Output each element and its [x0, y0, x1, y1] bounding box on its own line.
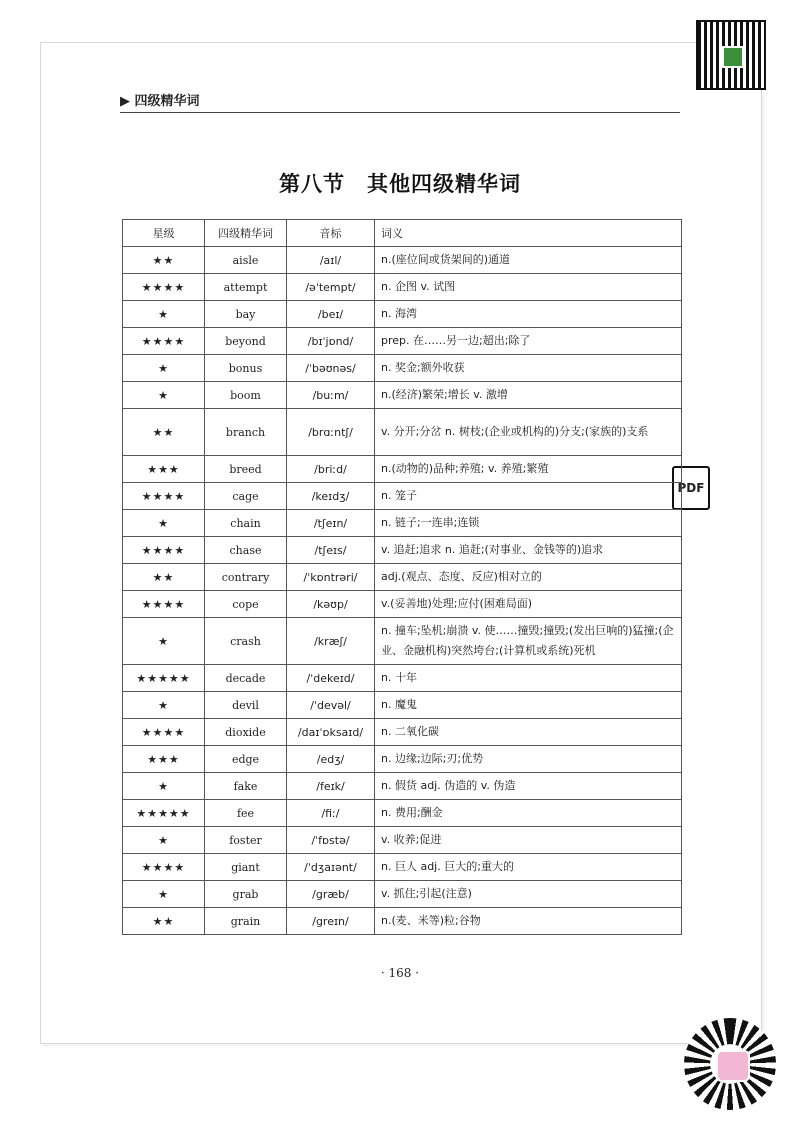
phonetic-transcription: /fiː/: [287, 800, 375, 827]
table-row: [123, 827, 682, 854]
star-rating: ★★★★: [123, 328, 205, 355]
column-header-stars: 星级: [123, 220, 205, 247]
table-row: [123, 537, 682, 564]
phonetic-transcription: /keɪdʒ/: [287, 483, 375, 510]
phonetic-transcription: /əˈtempt/: [287, 274, 375, 301]
word-meaning: n.(座位间或货架间的)通道: [375, 247, 682, 274]
word-meaning: n. 撞车;坠机;崩溃 v. 使……撞毁;撞毁;(发出巨响的)猛撞;(企业、金融机构)突然垮台;(计算机或系统)死机: [375, 618, 682, 665]
vocab-word: decade: [205, 665, 287, 692]
word-meaning: adj.(观点、态度、反应)相对立的: [375, 564, 682, 591]
table-row: [123, 665, 682, 692]
table-row: [123, 854, 682, 881]
word-meaning: v. 分开;分岔 n. 树枝;(企业或机构的)分支;(家族的)支系: [375, 409, 682, 456]
table-row: [123, 908, 682, 935]
table-row: [123, 328, 682, 355]
table-row: [123, 773, 682, 800]
word-meaning: n. 链子;一连串;连锁: [375, 510, 682, 537]
page-title: 第八节 其他四级精华词: [279, 172, 521, 196]
vocab-word: beyond: [205, 328, 287, 355]
vocab-word: boom: [205, 382, 287, 409]
qr-code-icon: [696, 20, 766, 90]
table-row: [123, 510, 682, 537]
star-rating: ★: [123, 510, 205, 537]
star-rating: ★★★★★: [123, 800, 205, 827]
table-row: [123, 483, 682, 510]
table-row: [123, 355, 682, 382]
vocab-table-body: [123, 247, 682, 935]
phonetic-transcription: /græb/: [287, 881, 375, 908]
word-meaning: v. 抓住;引起(注意): [375, 881, 682, 908]
phonetic-transcription: /bɪˈjɒnd/: [287, 328, 375, 355]
phonetic-transcription: /ˈdekeɪd/: [287, 665, 375, 692]
word-meaning: n.(麦、米等)粒;谷物: [375, 908, 682, 935]
phonetic-transcription: /greɪn/: [287, 908, 375, 935]
phonetic-transcription: /edʒ/: [287, 746, 375, 773]
word-meaning: n. 笼子: [375, 483, 682, 510]
vocab-word: cope: [205, 591, 287, 618]
star-rating: ★★★★: [123, 274, 205, 301]
word-meaning: v.(妥善地)处理;应付(困难局面): [375, 591, 682, 618]
vocab-word: cage: [205, 483, 287, 510]
column-header-ipa: 音标: [287, 220, 375, 247]
star-rating: ★★★★: [123, 854, 205, 881]
table-row: [123, 692, 682, 719]
vocab-word: chase: [205, 537, 287, 564]
phonetic-transcription: /ˈbəʊnəs/: [287, 355, 375, 382]
word-meaning: v. 收养;促进: [375, 827, 682, 854]
vocab-word: devil: [205, 692, 287, 719]
star-rating: ★: [123, 382, 205, 409]
column-header-meaning: 词义: [375, 220, 682, 247]
phonetic-transcription: /ˈdevəl/: [287, 692, 375, 719]
word-meaning: n. 海湾: [375, 301, 682, 328]
star-rating: ★★★★: [123, 483, 205, 510]
phonetic-transcription: /beɪ/: [287, 301, 375, 328]
word-meaning: n.(动物的)品种;养殖; v. 养殖;繁殖: [375, 456, 682, 483]
star-rating: ★★: [123, 564, 205, 591]
word-meaning: prep. 在……另一边;超出;除了: [375, 328, 682, 355]
star-rating: ★: [123, 618, 205, 665]
star-rating: ★★: [123, 908, 205, 935]
word-meaning: n. 假货 adj. 伪造的 v. 伪造: [375, 773, 682, 800]
table-row: [123, 564, 682, 591]
phonetic-transcription: /aɪl/: [287, 247, 375, 274]
phonetic-transcription: /tʃeɪs/: [287, 537, 375, 564]
word-meaning: n. 巨人 adj. 巨大的;重大的: [375, 854, 682, 881]
vocab-word: crash: [205, 618, 287, 665]
table-row: [123, 301, 682, 328]
vocab-word: attempt: [205, 274, 287, 301]
vocab-word: bay: [205, 301, 287, 328]
pdf-icon[interactable]: PDF: [672, 466, 710, 510]
phonetic-transcription: /ˈfɒstə/: [287, 827, 375, 854]
vocab-word: contrary: [205, 564, 287, 591]
table-row: [123, 456, 682, 483]
vocab-word: fee: [205, 800, 287, 827]
phonetic-transcription: /feɪk/: [287, 773, 375, 800]
vocab-word: aisle: [205, 247, 287, 274]
vocab-word: giant: [205, 854, 287, 881]
vocab-word: edge: [205, 746, 287, 773]
star-rating: ★★: [123, 409, 205, 456]
phonetic-transcription: /ˈdʒaɪənt/: [287, 854, 375, 881]
star-rating: ★: [123, 301, 205, 328]
vocab-word: bonus: [205, 355, 287, 382]
word-meaning: v. 追赶;追求 n. 追赶;(对事业、金钱等的)追求: [375, 537, 682, 564]
star-rating: ★★★★: [123, 591, 205, 618]
table-header-row: [123, 220, 682, 247]
vocab-table: [122, 219, 682, 935]
header-divider: [120, 112, 680, 113]
table-row: [123, 247, 682, 274]
star-rating: ★: [123, 773, 205, 800]
table-row: [123, 800, 682, 827]
vocab-word: dioxide: [205, 719, 287, 746]
section-header: ▶ 四级精华词: [120, 94, 200, 109]
word-meaning: n. 魔鬼: [375, 692, 682, 719]
table-row: [123, 382, 682, 409]
phonetic-transcription: /briːd/: [287, 456, 375, 483]
star-rating: ★: [123, 827, 205, 854]
table-row: [123, 746, 682, 773]
page-number: · 168 ·: [380, 966, 420, 980]
star-rating: ★★★★★: [123, 665, 205, 692]
star-rating: ★★★★: [123, 537, 205, 564]
table-row: [123, 409, 682, 456]
phonetic-transcription: /kəʊp/: [287, 591, 375, 618]
word-meaning: n. 二氧化碳: [375, 719, 682, 746]
vocab-word: grain: [205, 908, 287, 935]
phonetic-transcription: /tʃeɪn/: [287, 510, 375, 537]
vocab-word: breed: [205, 456, 287, 483]
word-meaning: n.(经济)繁荣;增长 v. 激增: [375, 382, 682, 409]
phonetic-transcription: /buːm/: [287, 382, 375, 409]
star-rating: ★★★: [123, 456, 205, 483]
phonetic-transcription: /brɑːntʃ/: [287, 409, 375, 456]
vocab-word: branch: [205, 409, 287, 456]
phonetic-transcription: /daɪˈɒksaɪd/: [287, 719, 375, 746]
column-header-word: 四级精华词: [205, 220, 287, 247]
word-meaning: n. 企图 v. 试图: [375, 274, 682, 301]
table-row: [123, 274, 682, 301]
word-meaning: n. 奖金;额外收获: [375, 355, 682, 382]
vocab-word: chain: [205, 510, 287, 537]
star-rating: ★★★: [123, 746, 205, 773]
star-rating: ★: [123, 355, 205, 382]
mascot-icon: [716, 1050, 750, 1082]
vocab-word: foster: [205, 827, 287, 854]
vocab-word: grab: [205, 881, 287, 908]
star-rating: ★★: [123, 247, 205, 274]
word-meaning: n. 边缘;边际;刃;优势: [375, 746, 682, 773]
table-row: [123, 591, 682, 618]
star-rating: ★: [123, 881, 205, 908]
star-rating: ★: [123, 692, 205, 719]
table-row: [123, 881, 682, 908]
vocab-word: fake: [205, 773, 287, 800]
word-meaning: n. 十年: [375, 665, 682, 692]
phonetic-transcription: /ˈkɒntrəri/: [287, 564, 375, 591]
word-meaning: n. 费用;酬金: [375, 800, 682, 827]
phonetic-transcription: /kræʃ/: [287, 618, 375, 665]
star-rating: ★★★★: [123, 719, 205, 746]
table-row: [123, 719, 682, 746]
table-row: [123, 618, 682, 665]
